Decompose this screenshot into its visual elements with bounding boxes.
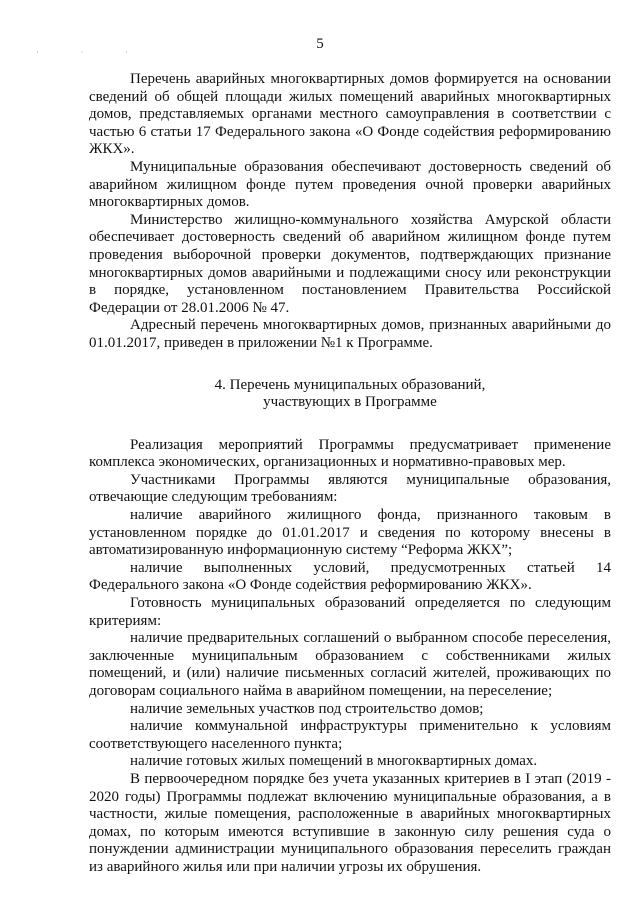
scan-specks: · · ·: [36, 48, 148, 57]
criterion-item: наличие коммунальной инфраструктуры применительно к условиям соответствующего населенного пункта;: [89, 718, 611, 752]
paragraph: Готовность муниципальных образований определяется по следующим критериям:: [89, 595, 611, 629]
requirement-item: наличие аварийного жилищного фонда, признанного таковым в установленном порядке до 01.01.2017 и сведения по которому внесены в автоматизированную информационную систему “Реформа ЖКХ”;: [89, 507, 611, 559]
paragraph: Муниципальные образования обеспечивают достоверность сведений об аварийном жилищном фонде путем проведения очной проверки аварийных многоквартирных домов.: [89, 158, 611, 211]
paragraph: Перечень аварийных многоквартирных домов формируется на основании сведений об общей площади жилых помещений аварийных многоквартирных домов, представляемых органами местного самоуправления в соответствии с частью 6 статьи 17 Федерального закона «О Фонде содействия реформированию ЖКХ».: [89, 71, 611, 158]
paragraph: Адресный перечень многоквартирных домов, признанных аварийными до 01.01.2017, приведен в приложении №1 к Программе.: [89, 317, 611, 351]
document-body: [89, 71, 611, 877]
criterion-item: наличие земельных участков под строительство домов;: [130, 700, 484, 717]
criterion-item: наличие предварительных соглашений о выбранном способе переселения, заключенные муниципальным образованием с собственниками жилых помещений, и (или) наличие письменных согласий жителей, проживающих по договорам социального найма в аварийном помещении, на переселение;: [89, 630, 611, 699]
paragraph: Реализация мероприятий Программы предусматривает применение комплекса экономических, организационных и нормативно-правовых мер.: [89, 436, 611, 471]
paragraph: Министерство жилищно-коммунального хозяйства Амурской области обеспечивает достоверность сведений об аварийном жилищном фонде путем проведения выборочной проверки документов, подтверждающих признание многоквартирных домов аварийными и подлежащими сносу или реконструкции в порядке, установленном постановлением Правительства Российской Федерации от 28.01.2006 № 47.: [89, 211, 611, 316]
paragraph: В первоочередном порядке без учета указанных критериев в I этап (2019 - 2020 годы) Программы подлежат включению муниципальные образования, а в частности, жилые помещения, расположенные в аварийных многоквартирных домах, по которым имеются вступившие в законную силу решения суда о понуждении администрации муниципального образования переселить граждан из аварийного жилья или при наличии угрозы их обрушения.: [89, 770, 611, 875]
requirement-item: наличие выполненных условий, предусмотренных статьей 14 Федерального закона «О Фонде содействия реформированию ЖКХ».: [89, 559, 611, 594]
section-heading-line: участвующих в Программе: [263, 394, 437, 411]
page-number: 5: [316, 36, 324, 52]
section-heading: [89, 377, 611, 412]
paragraph: Участниками Программы являются муниципальные образования, отвечающие следующим требованиям:: [89, 471, 611, 506]
criterion-item: наличие готовых жилых помещений в многоквартирных домах.: [130, 753, 538, 770]
section-heading-line: 4. Перечень муниципальных образований,: [214, 376, 486, 393]
